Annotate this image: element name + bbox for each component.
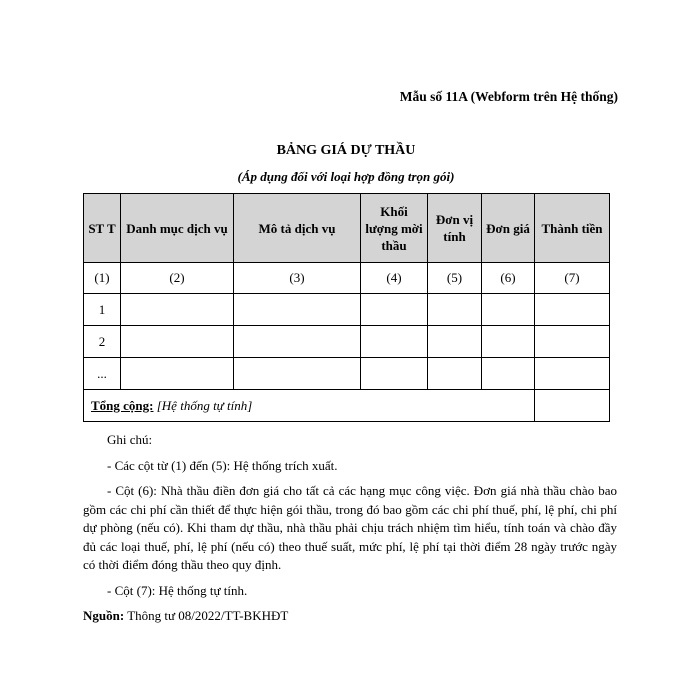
header-amount: Thành tiền bbox=[535, 194, 610, 263]
column-number: (5) bbox=[428, 263, 482, 294]
source-line bbox=[83, 607, 617, 626]
notes-heading: Ghi chú: bbox=[107, 432, 153, 447]
cell-quantity bbox=[361, 358, 428, 390]
cell-amount bbox=[535, 326, 610, 358]
note-item: - Các cột từ (1) đến (5): Hệ thống trích xuất. bbox=[107, 457, 338, 473]
column-number: (6) bbox=[482, 263, 535, 294]
total-label: Tổng cộng: bbox=[91, 397, 154, 413]
header-service-description: Mô tả dịch vụ bbox=[234, 194, 361, 263]
table-row bbox=[84, 358, 610, 390]
cell-service-list bbox=[121, 326, 234, 358]
cell-unit-price bbox=[482, 326, 535, 358]
document-title: BẢNG GIÁ DỰ THẦU bbox=[276, 143, 416, 158]
header-unit-price: Đơn giá bbox=[482, 194, 535, 263]
row-index: 1 bbox=[84, 294, 121, 326]
cell-service-description bbox=[234, 358, 361, 390]
cell-quantity bbox=[361, 326, 428, 358]
cell-unit bbox=[428, 358, 482, 390]
note-item: - Cột (6): Nhà thầu điền đơn giá cho tất cả các hạng mục công việc. Đơn giá nhà thầu chào bao gồm các chi phí cần thiết để thực hiện gói thầu, trong đó bao gồm các chi phí thuế, phí, lệ phí, chi phí dự phòng (nếu có). Khi tham dự thầu, nhà thầu phải chịu trách nhiệm tìm hiểu, tính toán và chào đầy đủ các loại thuế, phí, lệ phí (nếu có) theo thuế suất, mức phí, lệ phí tại thời điểm 28 ngày trước ngày có thời điểm đóng thầu theo quy định. bbox=[83, 483, 617, 572]
column-number: (3) bbox=[234, 263, 361, 294]
total-amount-cell bbox=[535, 390, 610, 422]
table-row bbox=[84, 326, 610, 358]
cell-unit bbox=[428, 294, 482, 326]
total-row bbox=[84, 390, 610, 422]
cell-amount bbox=[535, 294, 610, 326]
row-index: ... bbox=[84, 358, 121, 390]
column-number: (1) bbox=[84, 263, 121, 294]
total-note: [Hệ thống tự tính] bbox=[156, 397, 253, 413]
cell-service-list bbox=[121, 358, 234, 390]
row-index: 2 bbox=[84, 326, 121, 358]
form-code: Mẫu số 11A (Webform trên Hệ thống) bbox=[399, 89, 618, 104]
header-quantity: Khối lượng mời thầu bbox=[361, 194, 428, 263]
table-row bbox=[84, 294, 610, 326]
header-stt: ST T bbox=[84, 194, 121, 263]
document-subtitle: (Áp dụng đối với loại hợp đồng trọn gói) bbox=[237, 169, 455, 184]
notes-section bbox=[83, 431, 617, 633]
column-number: (7) bbox=[535, 263, 610, 294]
cell-quantity bbox=[361, 294, 428, 326]
column-number: (4) bbox=[361, 263, 428, 294]
cell-service-description bbox=[234, 326, 361, 358]
column-number: (2) bbox=[121, 263, 234, 294]
header-service-list: Danh mục dịch vụ bbox=[121, 194, 234, 263]
cell-unit bbox=[428, 326, 482, 358]
note-item: - Cột (7): Hệ thống tự tính. bbox=[107, 582, 248, 598]
source-text: Thông tư 08/2022/TT-BKHĐT bbox=[124, 608, 289, 623]
source-label: Nguồn: bbox=[83, 608, 125, 623]
cell-unit-price bbox=[482, 358, 535, 390]
header-unit: Đơn vị tính bbox=[428, 194, 482, 263]
cell-service-description bbox=[234, 294, 361, 326]
cell-unit-price bbox=[482, 294, 535, 326]
table-header-row bbox=[84, 194, 610, 263]
bid-price-table bbox=[83, 193, 610, 422]
cell-amount bbox=[535, 358, 610, 390]
column-number-row bbox=[84, 263, 610, 294]
total-label-cell bbox=[84, 390, 535, 422]
cell-service-list bbox=[121, 294, 234, 326]
